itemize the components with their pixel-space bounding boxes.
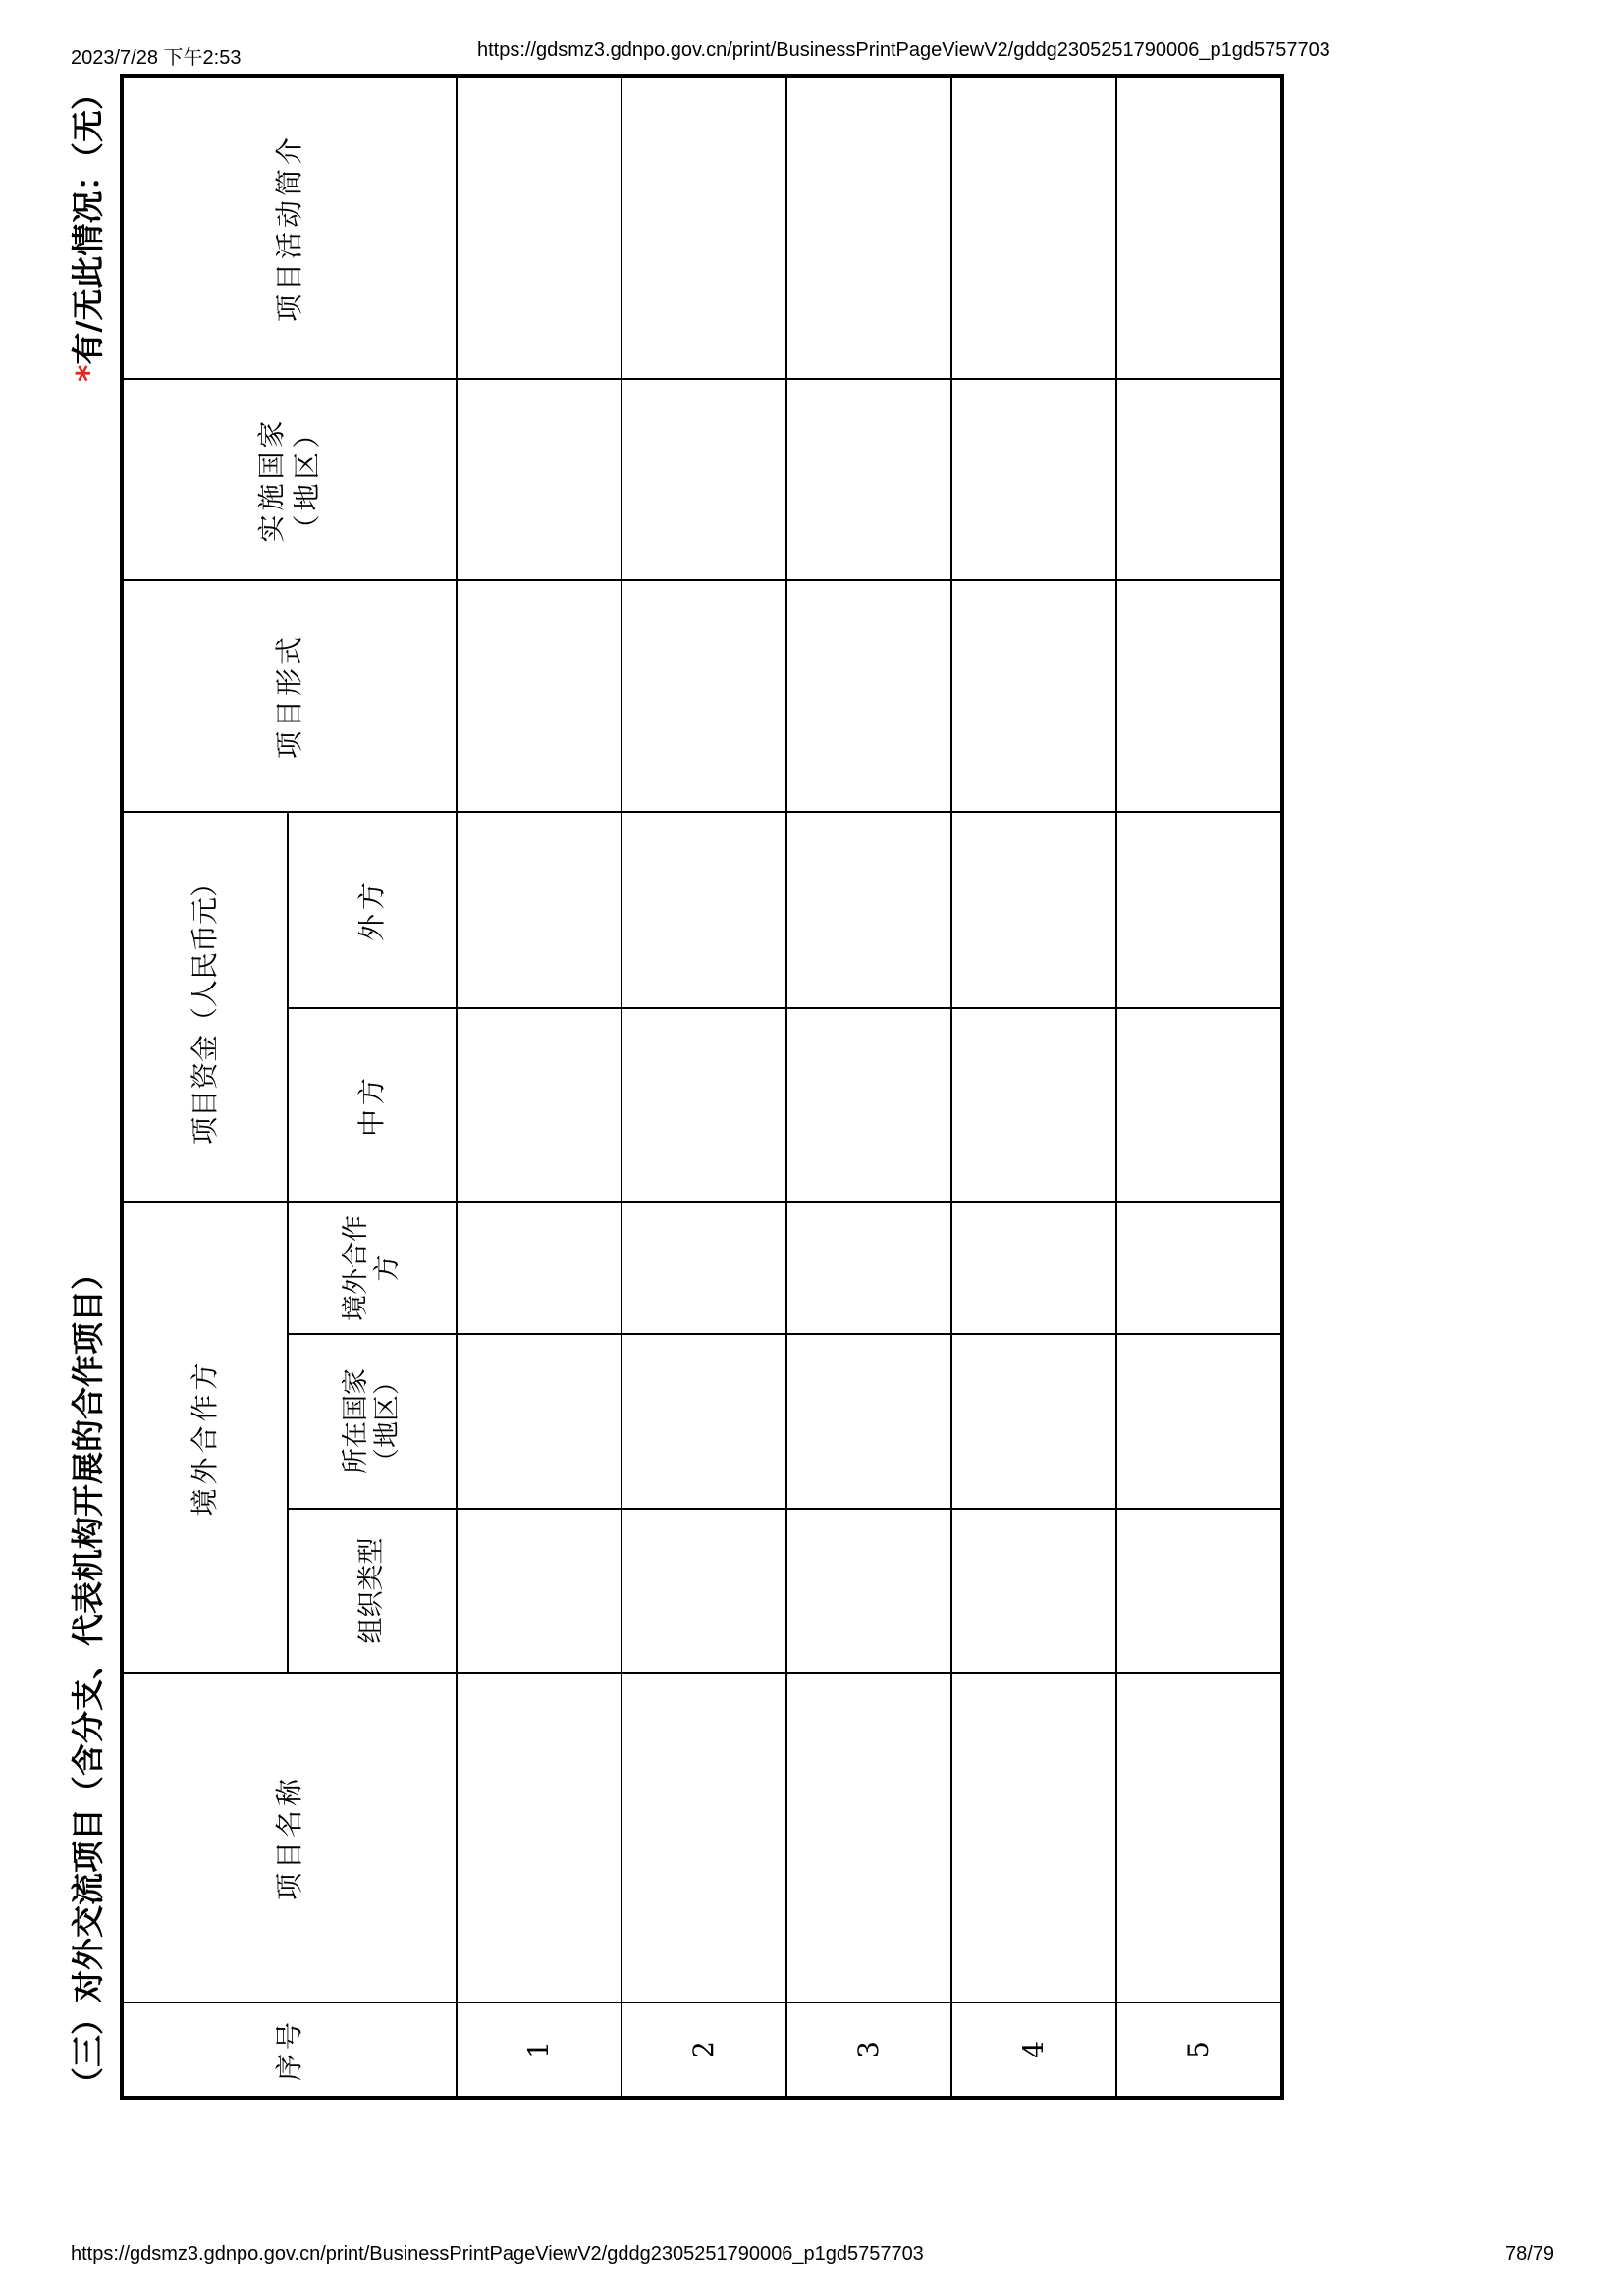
cell-impl-country: [951, 379, 1116, 580]
table-body: [457, 76, 1282, 2098]
cell-chinese-side: [622, 1008, 786, 1202]
cell-project-name: [457, 1673, 622, 2002]
header-partner: 境外合作方: [288, 1202, 457, 1334]
table-row: [786, 76, 951, 2098]
cell-org-type: [622, 1509, 786, 1673]
cell-org-type: [951, 1509, 1116, 1673]
row-seq: 5: [1116, 2002, 1282, 2098]
header-activity-intro: 项目活动简介: [122, 76, 457, 379]
row-seq: 1: [457, 2002, 622, 2098]
cell-partner-country: [457, 1334, 622, 1509]
cell-activity-intro: [622, 76, 786, 379]
footer-url: https://gdsmz3.gdnpo.gov.cn/print/BusinessPrintPageViewV2/gddg2305251790006_p1gd5757703: [71, 2243, 924, 2265]
cell-chinese-side: [1116, 1008, 1282, 1202]
cell-foreign-side: [457, 812, 622, 1008]
cell-project-name: [1116, 1673, 1282, 2002]
cell-foreign-side: [951, 812, 1116, 1008]
table-row: [951, 76, 1116, 2098]
cell-foreign-side: [1116, 812, 1282, 1008]
page-number: 78/79: [1505, 2243, 1555, 2265]
cell-foreign-side: [622, 812, 786, 1008]
page-url: https://gdsmz3.gdnpo.gov.cn/print/BusinessPrintPageViewV2/gddg2305251790006_p1gd5757703: [477, 39, 1330, 61]
cell-project-name: [622, 1673, 786, 2002]
table-row: [457, 76, 622, 2098]
cell-partner-country: [951, 1334, 1116, 1509]
projects-table: [120, 74, 1284, 2100]
cell-org-type: [457, 1509, 622, 1673]
cell-project-name: [786, 1673, 951, 2002]
cell-org-type: [786, 1509, 951, 1673]
cell-org-type: [1116, 1509, 1282, 1673]
section-title: （三）对外交流项目（含分支、代表机构开展的合作项目）: [69, 1257, 107, 2100]
header-funding: 项目资金（人民币元）: [122, 812, 288, 1202]
cell-chinese-side: [457, 1008, 622, 1202]
status-line: [59, 78, 118, 382]
cell-partner: [951, 1202, 1116, 1334]
cell-activity-intro: [457, 76, 622, 379]
cell-project-form: [786, 580, 951, 812]
table-row: [622, 76, 786, 2098]
cell-partner: [457, 1202, 622, 1334]
header-foreign-side: 外方: [288, 812, 457, 1008]
cell-impl-country: [622, 379, 786, 580]
header-foreign-partner: 境外合作方: [122, 1202, 288, 1673]
exchange-projects-form: [59, 78, 1296, 2100]
table-row: [1116, 76, 1282, 2098]
cell-partner: [786, 1202, 951, 1334]
header-org-type: 组织类型: [288, 1509, 457, 1673]
cell-partner-country: [1116, 1334, 1282, 1509]
cell-foreign-side: [786, 812, 951, 1008]
cell-project-form: [622, 580, 786, 812]
cell-impl-country: [457, 379, 622, 580]
cell-activity-intro: [951, 76, 1116, 379]
header-impl-country: 实施国家（地区）: [122, 379, 457, 580]
cell-chinese-side: [786, 1008, 951, 1202]
cell-partner-country: [622, 1334, 786, 1509]
cell-partner: [1116, 1202, 1282, 1334]
cell-project-form: [1116, 580, 1282, 812]
status-text: 有/无此情况：（无）: [69, 78, 107, 365]
header-project-name: 项目名称: [122, 1673, 457, 2002]
cell-impl-country: [786, 379, 951, 580]
cell-chinese-side: [951, 1008, 1116, 1202]
row-seq: 2: [622, 2002, 786, 2098]
print-date: 2023/7/28 下午2:53: [71, 47, 242, 69]
header-row: [122, 76, 288, 2098]
cell-impl-country: [1116, 379, 1282, 580]
cell-partner-country: [786, 1334, 951, 1509]
cell-project-form: [951, 580, 1116, 812]
cell-activity-intro: [786, 76, 951, 379]
row-seq: 4: [951, 2002, 1116, 2098]
header-project-form: 项目形式: [122, 580, 457, 812]
header-chinese-side: 中方: [288, 1008, 457, 1202]
row-seq: 3: [786, 2002, 951, 2098]
cell-partner: [622, 1202, 786, 1334]
cell-activity-intro: [1116, 76, 1282, 379]
cell-project-name: [951, 1673, 1116, 2002]
header-seq: 序号: [122, 2002, 457, 2098]
required-star: *: [69, 364, 107, 382]
header-partner-country: 所在国家（地区）: [288, 1334, 457, 1509]
cell-project-form: [457, 580, 622, 812]
